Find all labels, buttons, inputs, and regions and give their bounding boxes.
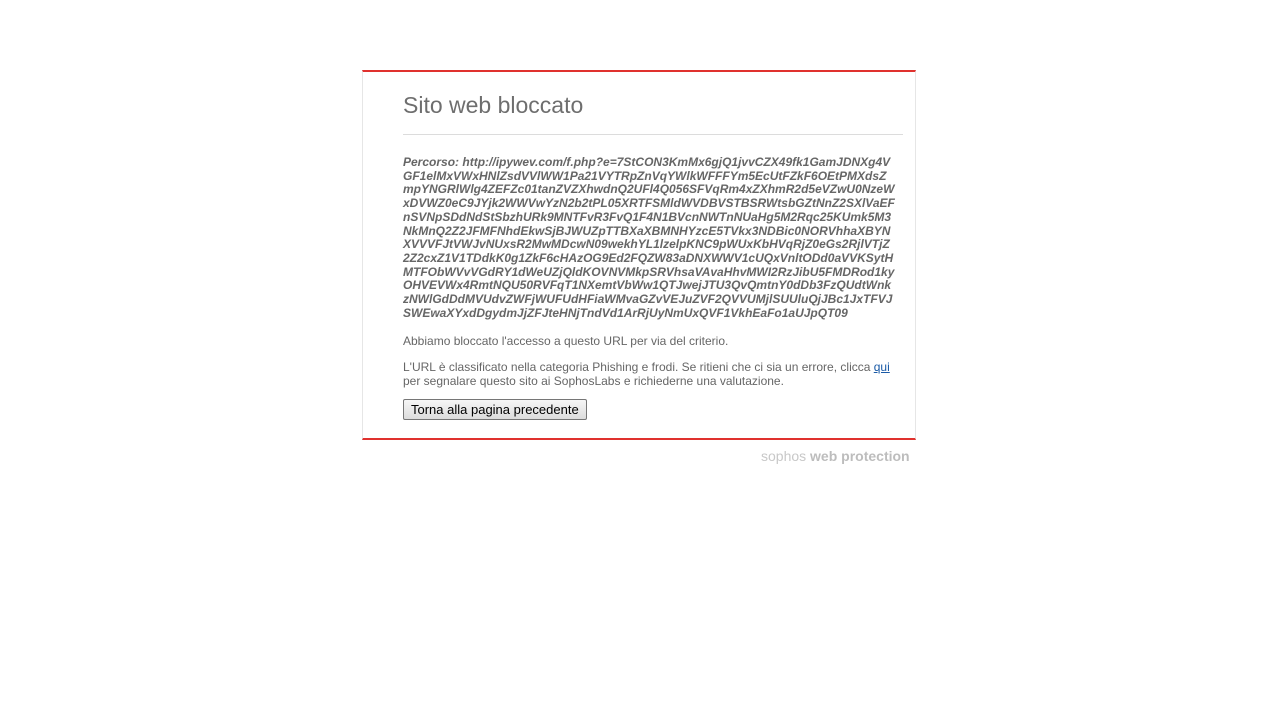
sophos-brand xyxy=(761,448,910,464)
category-message-before: L'URL è classificato nella categoria Phishing e frodi. Se ritieni che ci sia un errore, clicca xyxy=(403,360,874,374)
brand-prefix: sophos xyxy=(761,448,807,464)
path-url: http://ipywev.com/f.php?e=7StCON3KmMx6gjQ1jvvCZX49fk1GamJDNXg4VGF1elMxVWxHNlZsdVVlWW1Pa21VYTRpZnVqYWlkWFFFYm5EcUtFZkF6OEtPMXdsZmpYNGRlWlg4ZEFZc01tanZVZXhwdnQ2UFl4Q056SFVqRm4xZXhmR2d5eVZwU0NzeWxDVWZ0eC9JYjk2WWVwYzN2b2tPL05XRTFSMldWVDBVSTBSRWtsbGZtNnZ2SXlVaEFnSVNpSDdNdStSbzhURk9MNTFvR3FvQ1F4N1BVcnNWTnNUaHg5M2Rqc25KUmk5M3NkMnQ2Z2JFMFNhdEkwSjBJWUZpTTBXaXBMNHYzcE5TVkx3NDBic0NORVhhaXBYNXVVVFJtVWJvNUxsR2MwMDcwN09wekhYL1lzelpKNC9pWUxKbHVqRjZ0eGs2RjlVTjZ2Z2cxZ1V1TDdkK0g1ZkF6cHAzOG9Ed2FQZW83aDNXWWV1cUQxVnltODd0aVVKSytHMTFObWVvVGdRY1dWeUZjQldKOVNVMkpSRVhsaVAvaHhvMWI2RzJibU5FMDRod1kyOHVEVWx4RmtNQU50RVFqT1NXemtVbWw1QTJwejJTU3QvQmtnY0dDb3FzQUdtWnkzNWlGdDdMVUdvZWFjWUFUdHFiaWMvaGZvVEJuZVF2QVVUMjlSUUluQjJBc1JxTFVJSWEwaXYxdDgydmJjZFJteHNjTndVd1ArRjUyNmUxQVF1VkhEaFo1aUJpQT09 xyxy=(403,155,895,320)
block-page-card xyxy=(362,70,916,440)
brand-suffix: web protection xyxy=(810,448,910,464)
page-title: Sito web bloccato xyxy=(403,92,584,118)
back-button[interactable]: Torna alla pagina precedente xyxy=(403,399,587,420)
title-divider xyxy=(403,134,903,135)
category-message-after: per segnalare questo sito ai SophosLabs e richiederne una valutazione. xyxy=(403,374,784,388)
category-message xyxy=(403,360,903,388)
report-link[interactable]: qui xyxy=(873,360,890,374)
blocked-path xyxy=(403,156,895,320)
path-label: Percorso: xyxy=(403,155,460,169)
blocked-message: Abbiamo bloccato l'accesso a questo URL per via del criterio. xyxy=(403,334,729,348)
